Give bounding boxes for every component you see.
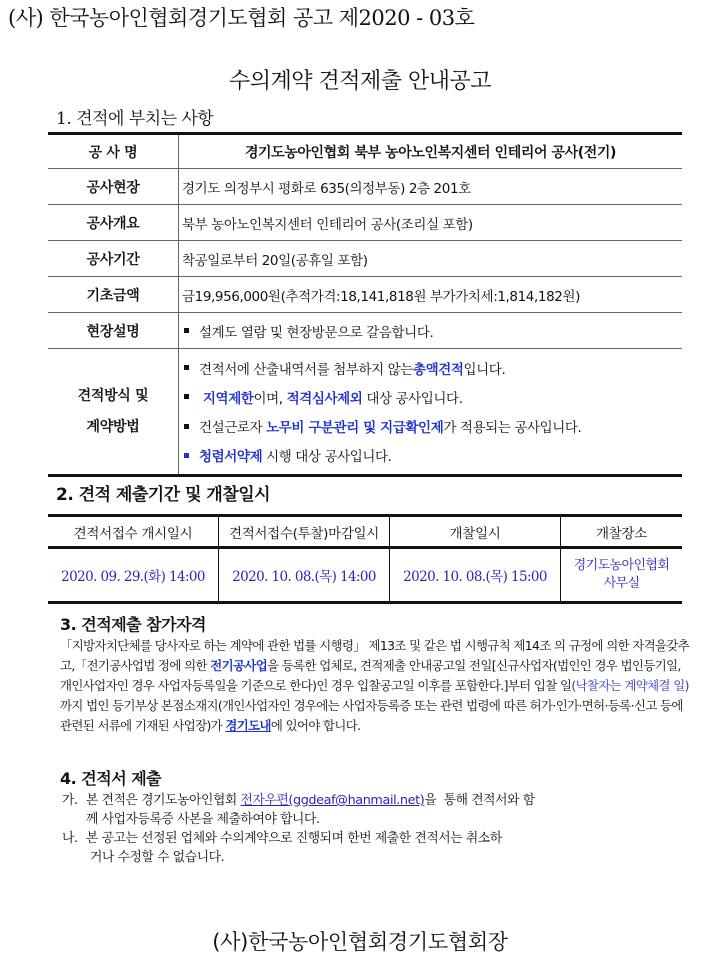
list-text (86, 791, 535, 810)
column-header: 개찰장소 (596, 525, 647, 542)
row-label: 공사기간 (48, 241, 179, 276)
row-label: 기초금액 (48, 277, 179, 312)
paragraph-text: 에 있어야 합니다. (270, 718, 361, 733)
table-header-row (48, 517, 682, 549)
section-3-heading: 3. 견적제출 참가자격 (60, 615, 206, 634)
paragraph-text: 「지방자치단체를 당사자로 하는 계약에 관한 법률 시행령」 제13조 및 같은 법 시행규칙 제14조 의 규정에 의한 자격을갖추고,「전기공사업법 정에 의한 (60, 638, 690, 673)
bullet-icon (184, 453, 189, 458)
highlight-text: 경기도내 (225, 718, 271, 733)
bullet-text: 대상 공사입니다. (362, 390, 463, 407)
method-cell (179, 349, 682, 474)
method-label-line1: 견적방식 및 (77, 387, 149, 404)
submission-list (62, 791, 692, 867)
highlight-text: 청렴서약제 (199, 449, 263, 466)
bullet-text: 건설근로자 (199, 420, 267, 437)
list-item-continuation: 께 사업자등록증 사본을 제출하여야 합니다. (86, 812, 320, 827)
opening-place (561, 549, 682, 601)
paragraph-text: 까지 법인 등기부상 본점소재지(개인사업자인 경우에는 사업자등록증 또는 관련 법령에 따른 허가·인가·면허·등록·신고 등에 관련된 서류에 기재된 사업장)가 (60, 698, 683, 733)
bullet-text: 가 적용되는 공사입니다. (443, 420, 582, 437)
place-line1: 경기도농아인협회 (573, 558, 670, 573)
table-row (48, 135, 682, 169)
bullet-icon (184, 394, 189, 399)
project-period: 착공일로부터 20일(공휴일 포함) (182, 252, 368, 269)
bullet-text: 시행 대상 공사입니다. (262, 449, 392, 466)
page-title: 수의계약 견적제출 안내공고 (228, 69, 491, 94)
section-4-heading: 4. 견적서 제출 (60, 769, 162, 788)
column-header: 견적서접수 개시일시 (48, 517, 219, 546)
submission-deadline: 2020. 10. 08.(목) 14:00 (219, 549, 390, 601)
project-overview: 북부 농아노인복지센터 인테리어 공사(조리실 포함) (182, 216, 473, 233)
row-label (48, 349, 179, 474)
opening-datetime: 2020. 10. 08.(목) 15:00 (390, 549, 561, 601)
eligibility-paragraph (60, 636, 690, 736)
contract-info-table (48, 132, 682, 477)
list-item (182, 387, 581, 407)
email-link[interactable]: 전자우편(ggdeaf@hanmail.net) (240, 793, 425, 808)
table-row (48, 241, 682, 277)
row-label: 현장설명 (48, 313, 179, 348)
paragraph-text: 을 등록한 업체로, 견적제출 안내공고일 전일[신규사업자(법인인 경우 법인등기일, 개인사업자인 경우 사업자등록일을 기준으로 한다)인 경우 입찰공고일 이후를 포함한다.]부터 입찰 일 (60, 658, 681, 693)
list-marker: 가. (62, 793, 78, 808)
table-row (48, 277, 682, 313)
bullet-text: 이며, (253, 390, 287, 407)
column-header: 개찰일시 (390, 517, 561, 546)
section-2-heading: 2. 견적 제출기간 및 개찰일시 (56, 485, 271, 505)
list-item (182, 358, 581, 378)
table-row (48, 549, 682, 601)
highlight-text: 전기공사업 (210, 658, 268, 673)
signature: (사)한국농아인협회경기도협회장 (212, 930, 508, 954)
list-item-continuation: 거나 수정할 수 없습니다. (90, 850, 225, 865)
place-line2: 사무실 (603, 576, 640, 591)
highlight-text: 적격심사제외 (286, 390, 363, 407)
list-item (62, 829, 692, 848)
site-briefing (179, 313, 682, 348)
row-label: 공사현장 (48, 169, 179, 204)
document-number: (사) 한국농아인협회경기도협회 공고 제2020 - 03호 (8, 6, 475, 30)
method-bullet-list (182, 349, 581, 474)
table-row (48, 169, 682, 205)
schedule-table (48, 514, 682, 604)
list-item (62, 791, 692, 810)
project-name: 경기도농아인협회 북부 농아노인복지센터 인테리어 공사(전기) (244, 144, 617, 161)
bullet-icon (184, 328, 189, 333)
list-item (182, 416, 581, 436)
site-briefing-text: 설계도 열람 및 현장방문으로 갈음합니다. (199, 324, 434, 341)
table-row (48, 313, 682, 349)
table-row (48, 349, 682, 474)
table-row (48, 205, 682, 241)
item-text: 본 견적은 경기도농아인협회 (86, 793, 241, 808)
base-amount: 금19,956,000원(추적가격:18,141,818원 부가가치세:1,814,182원) (182, 288, 580, 305)
row-label: 공 사 명 (48, 135, 179, 168)
bullet-icon (184, 365, 189, 370)
list-item (182, 445, 581, 465)
site-address: 경기도 의정부시 평화로 635(의정부동) 2층 201호 (182, 180, 471, 197)
highlight-text: 총액견적 (412, 361, 464, 378)
highlight-text: (낙찰자는 계약체결 일) (571, 678, 689, 693)
column-header: 견적서접수(투찰)마감일시 (219, 517, 390, 546)
bullet-text: 입니다. (463, 361, 506, 378)
bullet-icon (184, 424, 189, 429)
submission-start: 2020. 09. 29.(화) 14:00 (48, 549, 219, 601)
bullet-text: 견적서에 산출내역서를 첨부하지 않는 (199, 361, 413, 378)
row-label: 공사개요 (48, 205, 179, 240)
list-marker: 나. (62, 831, 78, 846)
highlight-text: 노무비 구분관리 및 지급확인제 (266, 420, 444, 437)
list-text: 본 공고는 선정된 업체와 수의계약으로 진행되며 한번 제출한 견적서는 취소하 (86, 831, 502, 846)
section-1-heading: 1. 견적에 부치는 사항 (56, 109, 214, 129)
highlight-text: 지역제한 (202, 390, 254, 407)
method-label-line2: 계약방법 (86, 418, 140, 435)
item-text: 을 통해 견적서와 함 (424, 793, 535, 808)
